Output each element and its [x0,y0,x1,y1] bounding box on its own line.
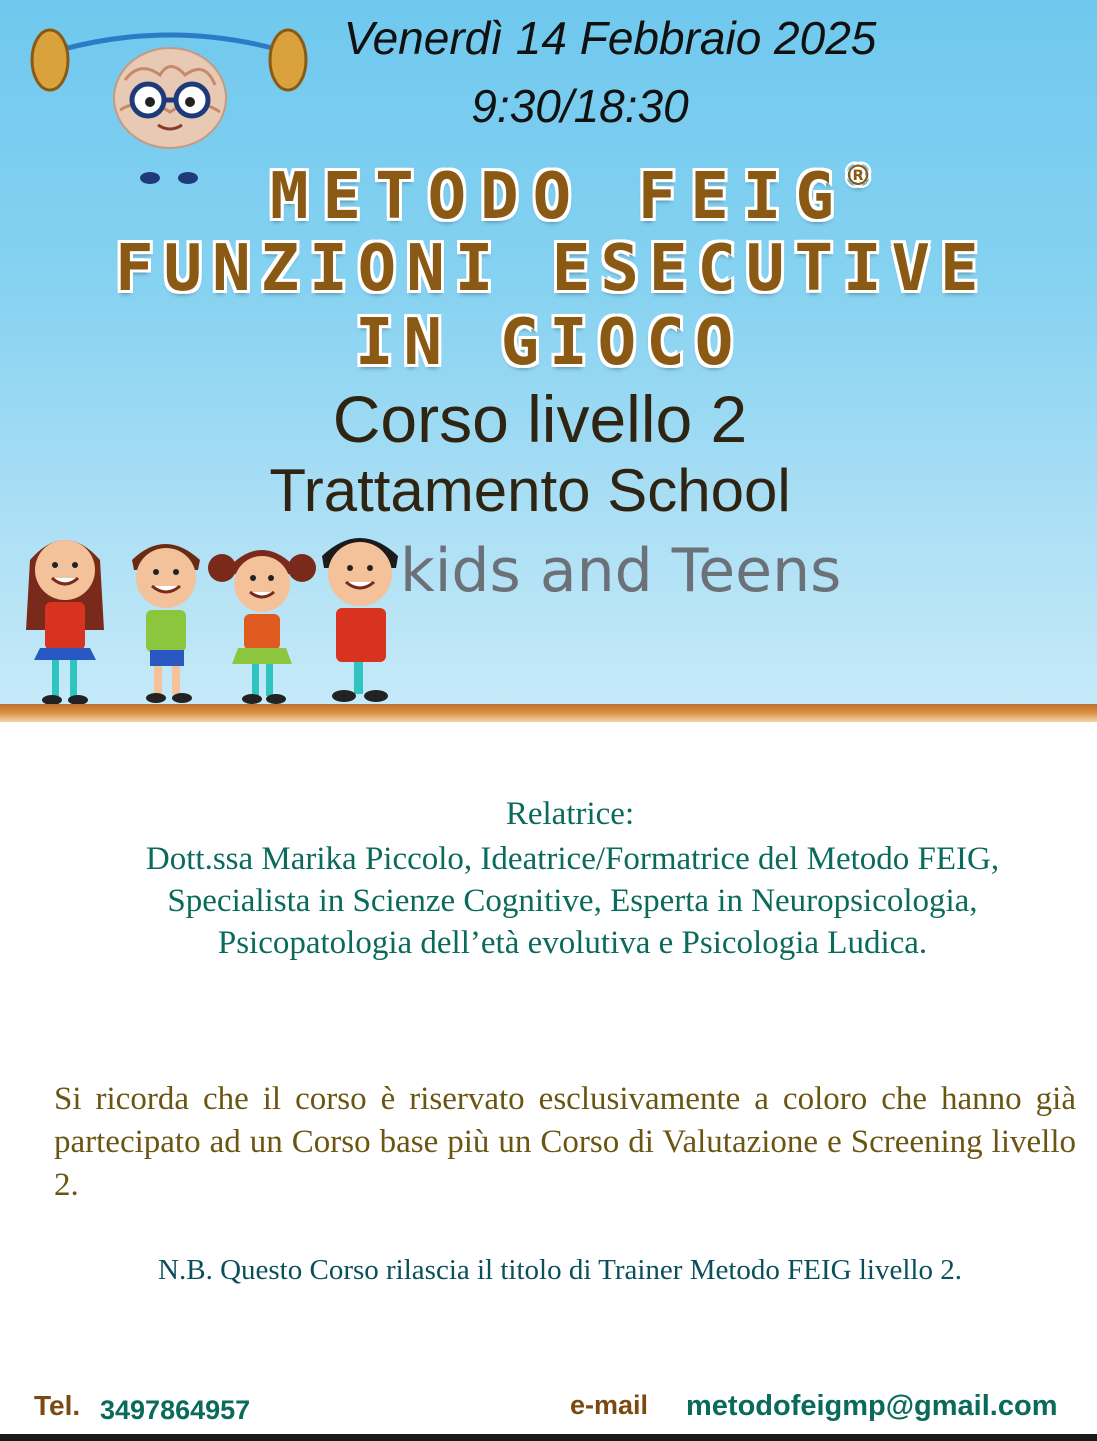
banner-stripe [0,704,1097,722]
event-time: 9:30/18:30 [471,80,689,132]
bottom-rule [0,1434,1097,1441]
speaker-label: Relatrice: [505,796,635,832]
course-notice: Si ricorda che il corso è riservato esclusivamente a coloro che hanno già partecipato ad un Corso base più un Corso di Valutazione e Screening livello 2. [54,1081,1076,1203]
tel-number: 3497864957 [100,1395,251,1425]
nb-note: N.B. Questo Corso rilascia il titolo di Trainer Metodo FEIG livello 2. [158,1254,962,1286]
course-audience: kids and Teens [400,536,842,606]
event-date: Venerdì 14 Febbraio 2025 [343,12,877,64]
registered-mark: ® [847,156,869,196]
course-level: Corso livello 2 [332,382,748,456]
email-address: metodofeigmp@gmail.com [686,1390,1058,1422]
kids-illustration [0,520,420,710]
title-line-2: FUNZIONI ESECUTIVE [115,232,989,306]
speaker-description: Dott.ssa Marika Piccolo, Ideatrice/Formatrice del Metodo FEIG, Specialista in Scienze Cognitive, Esperta in Neuropsicologia, Psicopatologia dell’età evolutiva e Psicologia Ludica. [145,841,1000,961]
tel-label: Tel. [34,1390,81,1421]
title-line-3: IN GIOCO [355,306,744,380]
title-line-1-text: METODO FEIG [270,160,848,234]
course-name: Trattamento School [269,457,791,524]
title-line-1 [270,156,869,234]
email-label: e-mail [570,1390,649,1420]
banner [0,0,1097,712]
